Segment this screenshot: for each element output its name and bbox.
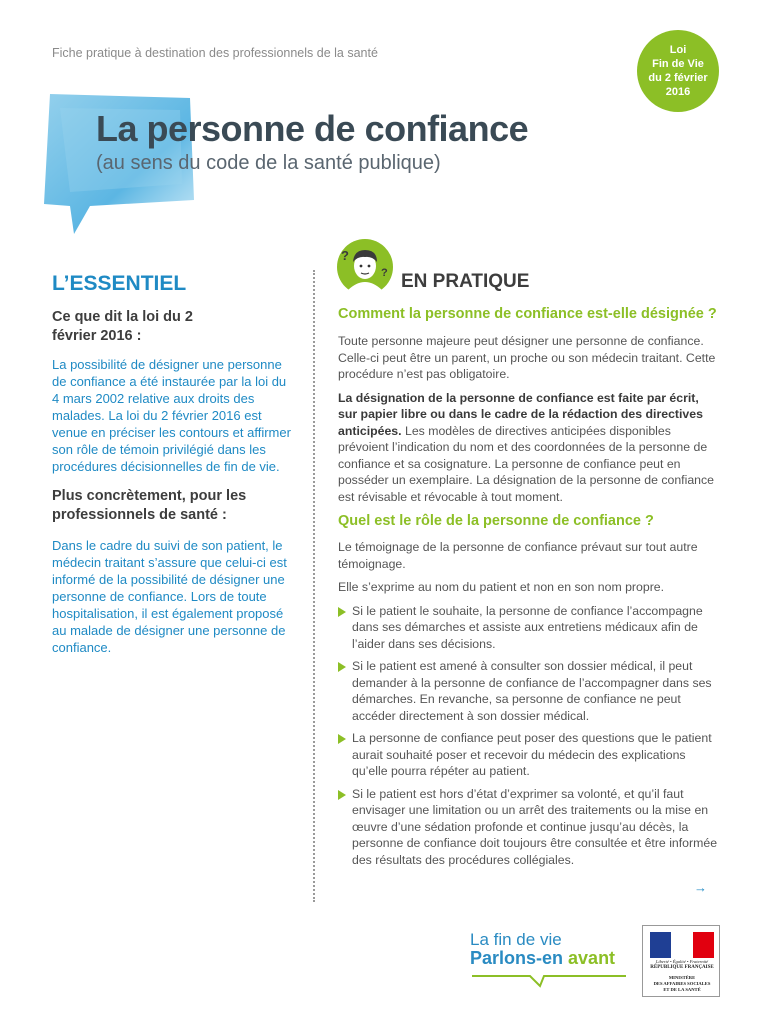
law-badge	[637, 30, 719, 112]
ministry-logo	[642, 925, 720, 997]
ministry-name-line-3: ET DE LA SANTÉ	[663, 987, 701, 992]
logo-line-2-part-1: Parlons-en	[470, 948, 569, 968]
triangle-bullet-icon	[338, 734, 346, 744]
professionals-subheading: Plus concrètement, pour les professionnels de santé :	[52, 488, 247, 523]
paragraph-testimony: Le témoignage de la personne de confiance prévaut sur tout autre témoignage.	[338, 540, 698, 571]
badge-line-3: du 2 février	[648, 72, 708, 84]
page-subtitle: (au sens du code de la santé publique)	[96, 152, 441, 174]
question-role: Quel est le rôle de la personne de confiance ?	[338, 513, 654, 529]
svg-text:?: ?	[381, 267, 388, 279]
question-designation: Comment la personne de confiance est-elle désignée ?	[338, 306, 717, 322]
parlons-en-avant-logo	[470, 930, 630, 990]
law-subheading: Ce que dit la loi du 2 février 2016 :	[52, 309, 193, 344]
badge-line-2: Fin de Vie	[652, 58, 704, 70]
law-paragraph: La possibilité de désigner une personne de confiance a été instaurée par la loi du 4 mars 2002 relative aux droits des malades. La loi du 2 février 2016 est venue en préciser les contours et affirmer son rôle de témoin privilégié dans les procédures décisionnelles de fin de vie.	[52, 357, 291, 474]
list-item	[338, 730, 718, 780]
essentiel-heading: L’ESSENTIEL	[52, 272, 187, 295]
triangle-bullet-icon	[338, 790, 346, 800]
ministry-motto: Liberté • Égalité • Fraternité	[655, 959, 709, 964]
paragraph-expression: Elle s’exprime au nom du patient et non en son nom propre.	[338, 580, 665, 594]
ministry-republic: RÉPUBLIQUE FRANÇAISE	[650, 965, 714, 970]
bullet-text: Si le patient est amené à consulter son dossier médical, il peut demander à la personne de confiance de l’accompagner dans ses démarches. En revanche, sa personne de confiance ne peut accéder directement à son dossier médical.	[352, 659, 712, 723]
arrow-right-icon[interactable]: →	[694, 880, 707, 895]
logo-line-2	[470, 948, 630, 969]
professionals-paragraph: Dans le cadre du suivi de son patient, le médecin traitant s’assure que celui-ci est informé de la possibilité de désigner une personne de confiance. Lors de toute hospitalisation, il est également proposé au malade de désigner une personne de confiance.	[52, 538, 287, 655]
written-designation-bold: La désignation de la personne de confiance est faite par écrit, sur papier libre ou dans le cadre de la rédaction des directives anticipées.	[338, 390, 703, 438]
list-item	[338, 603, 718, 653]
bullet-text: Si le patient est hors d’état d’exprimer sa volonté, et qu’il faut envisager une limitation ou un arrêt des traitements ou la mise en œuvre d’une sédation profonde et continue jusqu’au décès, la personne de confiance doit toujours être consultée et être informée des résultats des procédures collégiales.	[352, 786, 718, 867]
marianne-logo	[650, 932, 714, 958]
essentiel-column	[52, 272, 300, 656]
document-topline: Fiche pratique à destination des professionnels de la santé	[52, 46, 378, 60]
question-person-icon	[336, 238, 394, 296]
paragraph-written-designation	[338, 390, 718, 506]
speech-tail-icon	[470, 974, 630, 988]
svg-text:?: ?	[341, 248, 349, 263]
ministry-name-line-2: DES AFFAIRES SOCIALES	[653, 981, 711, 986]
bullet-text: Si le patient le souhaite, la personne de confiance l’accompagne dans ses démarches et assiste aux entretiens médicaux afin de l’aider dans ses décisions.	[352, 603, 703, 651]
written-designation-rest: Les modèles de directives anticipées disponibles prévoient l’indication du nom et des coordonnées de la personne de confiance et sa cosignature. La personne de confiance peut en posséder un exemplaire. La désignation de la personne de confiance est révisable et révocable à tout moment.	[338, 423, 714, 504]
page-title: La personne de confiance	[96, 108, 529, 149]
paragraph-majority: Toute personne majeure peut désigner une personne de confiance. Celle-ci peut être un parent, un proche ou son médecin traitant. Cette procédure n’est pas obligatoire.	[338, 334, 716, 381]
column-divider	[313, 270, 315, 902]
pratique-heading: EN PRATIQUE	[401, 271, 530, 292]
badge-line-4: 2016	[665, 86, 691, 98]
logo-line-1: La fin de vie	[470, 930, 562, 949]
role-bullet-list	[338, 603, 718, 869]
list-item	[338, 786, 718, 869]
ministry-name-line-1: MINISTÈRE	[668, 975, 696, 980]
list-item	[338, 658, 718, 724]
badge-line-1: Loi	[669, 44, 687, 56]
triangle-bullet-icon	[338, 607, 346, 617]
triangle-bullet-icon	[338, 662, 346, 672]
logo-line-2-part-2: avant	[568, 948, 616, 968]
bullet-text: La personne de confiance peut poser des questions que le patient aurait souhaité poser et recevoir du médecin des explications qu’elle pourra répéter au patient.	[352, 731, 712, 778]
pratique-column	[338, 305, 718, 874]
